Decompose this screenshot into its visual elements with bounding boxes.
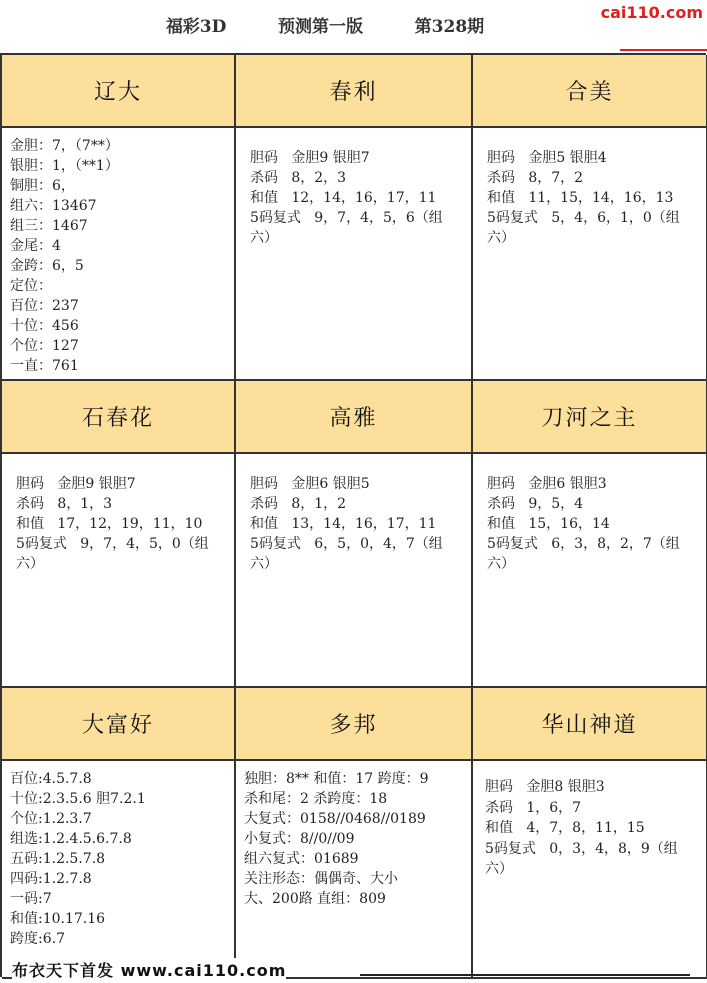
prediction-line: 关注形态：偶偶奇、大小: [244, 871, 398, 887]
expert-name-4: 石春花: [2, 381, 236, 454]
edition-title: 预测第一版: [278, 16, 364, 37]
prediction-line: 六）: [487, 230, 515, 246]
prediction-line: 胆码 金胆5 银胆4: [487, 150, 607, 166]
prediction-line: 个位:1.2.3.7: [10, 811, 92, 827]
prediction-line: 和值 17，12，19，11，10: [16, 516, 203, 532]
expert-name-8: 多邦: [236, 688, 473, 761]
prediction-line: 和值 11，15，14，16，13: [487, 190, 674, 206]
prediction-line: 一直：761: [10, 358, 79, 374]
prediction-line: 大、200路 直组：809: [244, 891, 386, 907]
prediction-line: 十位：456: [10, 318, 79, 334]
prediction-line: 一码:7: [10, 891, 52, 907]
expert-name-9: 华山神道: [473, 688, 707, 761]
prediction-line: 银胆：1，（**1）: [10, 158, 119, 174]
footer-source-text: 布衣天下首发 www.cai110.com: [12, 958, 286, 981]
expert-prediction-8: [236, 761, 473, 979]
prediction-line: 5码复式 6，5，0，4，7（组: [250, 536, 443, 552]
issue-number: 第328期: [414, 16, 485, 37]
prediction-line: 大复式：0158//0468//0189: [244, 811, 426, 827]
prediction-line: 杀码 9，5，4: [487, 496, 584, 512]
prediction-line: 六）: [485, 861, 513, 877]
prediction-line: 小复式：8//0//09: [244, 831, 355, 847]
expert-name-1: 辽大: [2, 55, 236, 128]
prediction-line: 胆码 金胆6 银胆5: [250, 476, 370, 492]
expert-prediction-1: [2, 128, 236, 381]
prediction-line: 和值 13，14，16，17，11: [250, 516, 437, 532]
prediction-line: 和值 4，7，8，11，15: [485, 820, 645, 836]
prediction-line: 和值 12，14，16，17，11: [250, 190, 437, 206]
expert-prediction-5: [236, 454, 473, 688]
prediction-line: 胆码 金胆9 银胆7: [16, 476, 136, 492]
site-logo[interactable]: cai110.com: [600, 3, 703, 22]
expert-prediction-9: [473, 761, 707, 979]
logo-underline: [620, 49, 707, 51]
expert-prediction-3: [473, 128, 707, 381]
expert-prediction-2: [236, 128, 473, 381]
prediction-line: 六）: [487, 556, 515, 572]
expert-name-3: 合美: [473, 55, 707, 128]
prediction-line: 组六：13467: [10, 198, 97, 214]
expert-name-5: 高雅: [236, 381, 473, 454]
expert-name-6: 刀河之主: [473, 381, 707, 454]
prediction-line: 胆码 金胆8 银胆3: [485, 779, 605, 795]
prediction-line: 跨度:6.7: [10, 931, 65, 947]
prediction-line: 金尾：4: [10, 238, 61, 254]
prediction-line: 杀和尾：2 杀跨度：18: [244, 791, 388, 807]
prediction-line: 金跨：6，5: [10, 258, 84, 274]
prediction-line: 定位：: [10, 278, 52, 294]
prediction-line: 五码:1.2.5.7.8: [10, 851, 106, 867]
prediction-line: 杀码 8，2，3: [250, 170, 347, 186]
expert-name-7: 大富好: [2, 688, 236, 761]
prediction-line: 5码复式 9，7，4，5，6（组: [250, 210, 443, 226]
prediction-line: 独胆：8** 和值：17 跨度：9: [244, 771, 429, 787]
prediction-line: 组选:1.2.4.5.6.7.8: [10, 831, 132, 847]
prediction-line: 杀码 8，7，2: [487, 170, 584, 186]
lottery-name: 福彩3D: [165, 16, 227, 37]
prediction-line: 杀码 1，6，7: [485, 799, 582, 816]
prediction-line: 5码复式 9，7，4，5，0（组: [16, 536, 209, 552]
prediction-line: 十位:2.3.5.6 胆7.2.1: [10, 791, 146, 807]
prediction-line: 和值:10.17.16: [10, 911, 106, 927]
prediction-line: 杀码 8，1，2: [250, 496, 347, 512]
prediction-line: 胆码 金胆6 银胆3: [487, 476, 607, 492]
page-header: [140, 0, 510, 48]
prediction-line: 5码复式 0，3，4，8，9（组: [485, 840, 678, 857]
prediction-line: 5码复式 5，4，6，1，0（组: [487, 210, 680, 226]
prediction-line: 组三：1467: [10, 218, 88, 234]
expert-prediction-7: [2, 761, 236, 979]
expert-name-2: 春利: [236, 55, 473, 128]
prediction-line: 组六复式：01689: [244, 851, 359, 867]
prediction-line: 杀码 8，1，3: [16, 496, 113, 512]
prediction-line: 六）: [250, 556, 278, 572]
prediction-line: 六）: [250, 230, 278, 246]
expert-prediction-4: [2, 454, 236, 688]
prediction-line: 百位：237: [10, 298, 79, 314]
prediction-line: 金胆：7，（7**）: [10, 138, 119, 154]
expert-prediction-6: [473, 454, 707, 688]
prediction-line: 六）: [16, 556, 44, 572]
prediction-line: 个位：127: [10, 338, 79, 354]
prediction-line: 铜胆：6，: [10, 178, 75, 194]
prediction-line: 百位:4.5.7.8: [10, 771, 92, 787]
prediction-line: 胆码 金胆9 银胆7: [250, 150, 370, 166]
prediction-line: 四码:1.2.7.8: [10, 871, 92, 887]
prediction-grid: [0, 53, 706, 977]
prediction-line: 5码复式 6，3，8，2，7（组: [487, 536, 680, 552]
prediction-line: 和值 15，16，14: [487, 516, 610, 532]
footer-rule: [360, 974, 690, 976]
